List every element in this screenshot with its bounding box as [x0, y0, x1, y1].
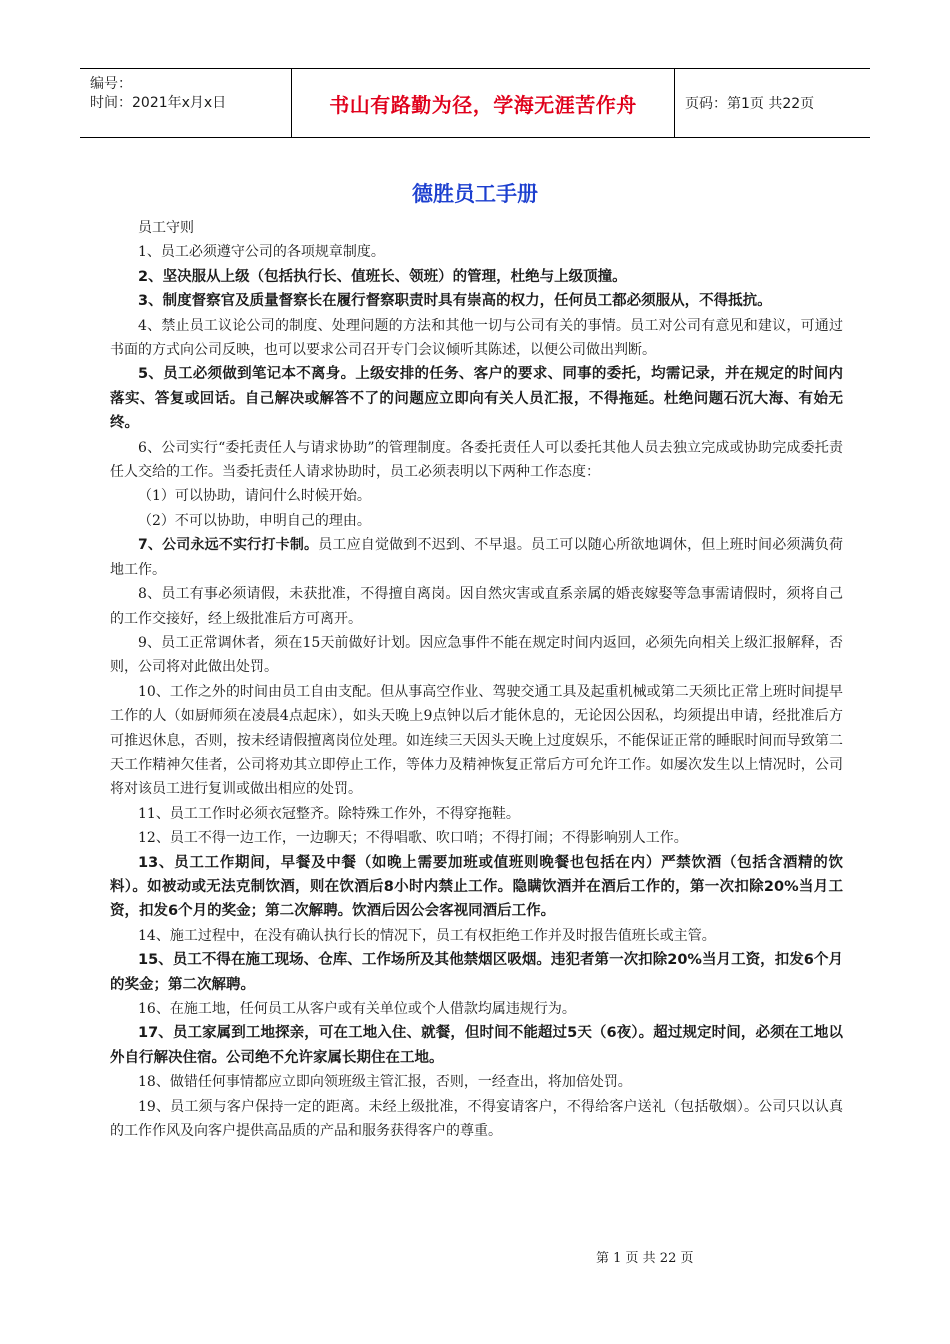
rule-paragraph: 19、员工须与客户保持一定的距离。未经上级批准，不得宴请客户，不得给客户送礼（包括敬烟）。公司只以认真的工作作风及向客户提供高品质的产品和服务获得客户的尊重。: [110, 1098, 843, 1140]
rule-paragraph-rest: 员工应自觉做到不迟到、不早退。员工可以随心所欲地调休，但上班时间必须满负荷地工作。: [110, 537, 843, 578]
rule-paragraph: 2、坚决服从上级（包括执行长、值班长、领班）的管理，杜绝与上级顶撞。: [138, 268, 627, 285]
rule-paragraph: 18、做错任何事情都应立即向领班级主管汇报，否则，一经查出，将加倍处罚。: [138, 1074, 632, 1091]
rule-paragraph: 10、工作之外的时间由员工自由支配。但从事高空作业、驾驶交通工具及起重机械或第二天须比正常上班时间提早工作的人（如厨师须在凌晨4点起床），如头天晚上9点钟以后才能休息的，无论因公因私，均须提出申请，经批准后方可推迟休息，否则，按未经请假擅离岗位处理。如连续三天因头天晚上过度娱乐，不能保证正常的睡眠时间而导致第二天工作精神欠佳者，公司将劝其立即停止工作，等体力及精神恢复正常后方可允许工作。如屡次发生以上情况时，公司将对该员工进行复训或做出相应的处罚。: [110, 683, 843, 798]
document-body: [110, 216, 843, 1143]
rule-paragraph: [110, 533, 843, 582]
rule-paragraph: 4、禁止员工议论公司的制度、处理问题的方法和其他一切与公司有关的事情。员工对公司有意见和建议，可通过书面的方式向公司反映，也可以要求公司召开专门会议倾听其陈述，以便公司做出判断。: [110, 317, 843, 359]
header-motto: 书山有路勤为径，学海无涯苦作舟: [292, 69, 675, 137]
rule-paragraph: 17、员工家属到工地探亲，可在工地入住、就餐，但时间不能超过5天（6夜）。超过规定时间，必须在工地以外自行解决住宿。公司绝不允许家属长期住在工地。: [110, 1025, 843, 1066]
rule-paragraph: 8、员工有事必须请假，未获批准，不得擅自离岗。因自然灾害或直系亲属的婚丧嫁娶等急事需请假时，须将自己的工作交接好，经上级批准后方可离开。: [110, 586, 843, 627]
section-title: 员工守则: [138, 220, 194, 236]
rule-paragraph: 3、制度督察官及质量督察长在履行督察职责时具有崇高的权力，任何员工都必须服从，不得抵抗。: [138, 293, 772, 310]
page-footer: 第 1 页 共 22 页: [596, 1251, 694, 1266]
document-header: [80, 68, 870, 138]
rule-paragraph: 12、员工不得一边工作，一边聊天；不得唱歌、吹口哨；不得打闹；不得影响别人工作。: [138, 830, 688, 847]
rule-paragraph: 1、员工必须遵守公司的各项规章制度。: [138, 244, 385, 261]
rule-paragraph-bold-part: 7、公司永远不实行打卡制。: [138, 537, 319, 554]
rule-paragraph: （1）可以协助，请问什么时候开始。: [138, 488, 371, 505]
rule-paragraph: （2）不可以协助，申明自己的理由。: [138, 512, 371, 529]
header-info-cell: [80, 69, 292, 137]
document-date: 时间：2021年x月x日: [90, 95, 227, 111]
document-number-label: 编号：: [90, 76, 132, 92]
rule-paragraph: 11、员工工作时必须衣冠整齐。除特殊工作外，不得穿拖鞋。: [138, 805, 520, 822]
rule-paragraph: 14、施工过程中，在没有确认执行长的情况下，员工有权拒绝工作并及时报告值班长或主管。: [138, 927, 716, 944]
rule-paragraph: 5、员工必须做到笔记本不离身。上级安排的任务、客户的要求、同事的委托，均需记录，并在规定的时间内落实、答复或回话。自己解决或解答不了的问题应立即向有关人员汇报，不得拖延。杜绝问题石沉大海、有始无终。: [110, 366, 843, 432]
rule-paragraph: 15、员工不得在施工现场、仓库、工作场所及其他禁烟区吸烟。违犯者第一次扣除20%当月工资，扣发6个月的奖金；第二次解聘。: [110, 952, 843, 993]
document-title: 德胜员工手册: [412, 182, 538, 206]
rule-paragraph: 6、公司实行“委托责任人与请求协助”的管理制度。各委托责任人可以委托其他人员去独立完成或协助完成委托责任人交给的工作。当委托责任人请求协助时，员工必须表明以下两种工作态度：: [110, 439, 843, 481]
rule-paragraph: 9、员工正常调休者，须在15天前做好计划。因应急事件不能在规定时间内返回，必须先向相关上级汇报解释，否则，公司将对此做出处罚。: [110, 634, 843, 676]
rule-paragraph: 13、员工工作期间，早餐及中餐（如晚上需要加班或值班则晚餐也包括在内）严禁饮酒（包括含酒精的饮料）。如被动或无法克制饮酒，则在饮酒后8小时内禁止工作。隐瞒饮酒并在酒后工作的，第一次扣除20%当月工资，扣发6个月的奖金；第二次解聘。饮酒后因公会客视同酒后工作。: [110, 854, 843, 920]
rule-paragraph: 16、在施工地，任何员工从客户或有关单位或个人借款均属违规行为。: [138, 1001, 576, 1017]
header-page-info: 页码：第1页 共22页: [685, 96, 815, 112]
